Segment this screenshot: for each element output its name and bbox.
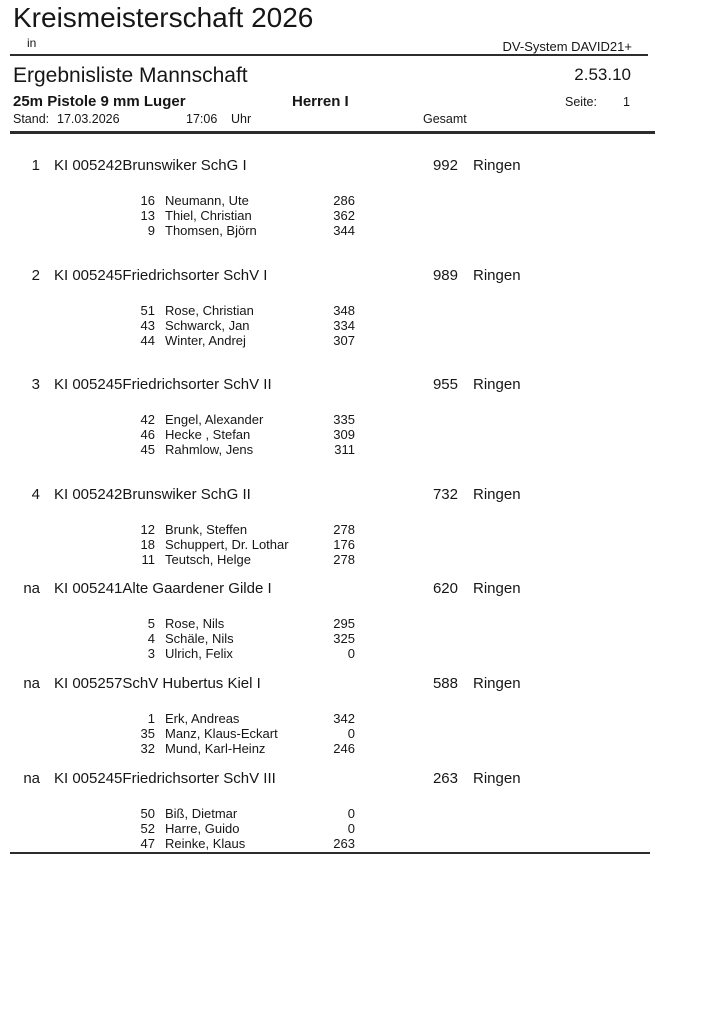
page-number-value: 1 [623,95,630,109]
member-row [0,334,724,349]
member-name: Schäle, Nils [165,631,234,646]
member-score: 0 [347,646,355,661]
total-column-label: Gesamt [423,112,467,126]
team-name: SchV Hubertus Kiel I [122,675,261,692]
member-start-number: 3 [147,646,155,661]
member-score: 286 [333,193,355,208]
stand-date: 17.03.2026 [57,112,120,126]
team-club-id: KI 005245 [54,376,123,393]
team-score-unit: Ringen [473,267,521,284]
member-start-number: 43 [140,318,155,333]
member-start-number: 5 [147,616,155,631]
member-row [0,617,724,632]
member-name: Reinke, Klaus [165,836,246,851]
team-score-unit: Ringen [473,675,521,692]
team-total-score: 588 [432,675,458,692]
team-total-score: 992 [432,157,458,174]
team-id-and-name [54,581,272,598]
member-score: 176 [333,537,355,552]
member-start-number: 16 [140,193,155,208]
team-club-id: KI 005245 [54,267,123,284]
member-name: Harre, Guido [165,821,240,836]
team-block [0,487,724,577]
member-row [0,304,724,319]
page-title: Kreismeisterschaft 2026 [13,2,314,33]
team-name: Friedrichsorter SchV III [122,770,276,787]
member-score: 278 [333,522,355,537]
team-club-id: KI 005242 [54,486,123,503]
member-name: Brunk, Steffen [165,522,248,537]
member-score: 278 [333,552,355,567]
member-row [0,413,724,428]
member-score: 362 [333,208,355,223]
header-divider-top [10,54,648,56]
location-prefix: in [27,36,37,50]
member-name: Schwarck, Jan [165,318,250,333]
member-score: 342 [333,711,355,726]
team-rank: 2 [31,267,40,284]
team-score-unit: Ringen [473,157,521,174]
member-start-number: 9 [147,223,155,238]
member-row [0,443,724,458]
member-name: Hecke , Stefan [165,427,251,442]
member-score: 348 [333,303,355,318]
team-rank: na [23,580,40,597]
member-start-number: 51 [140,303,155,318]
team-name: Friedrichsorter SchV II [122,376,272,393]
member-score: 246 [333,741,355,756]
team-total-score: 989 [432,267,458,284]
member-score: 309 [333,427,355,442]
member-row [0,209,724,224]
member-name: Rahmlow, Jens [165,442,254,457]
header-divider-bottom [10,131,655,134]
team-club-id: KI 005257 [54,675,123,692]
member-start-number: 50 [140,806,155,821]
member-score: 263 [333,836,355,851]
member-score: 335 [333,412,355,427]
member-row [0,224,724,239]
member-start-number: 52 [140,821,155,836]
team-name: Friedrichsorter SchV I [122,267,268,284]
team-id-and-name [54,377,272,394]
member-row [0,428,724,443]
team-score-unit: Ringen [473,770,521,787]
team-block [0,581,724,671]
member-row [0,822,724,837]
team-score-unit: Ringen [473,486,521,503]
team-block [0,377,724,467]
team-total-score: 955 [432,376,458,393]
member-start-number: 32 [140,741,155,756]
member-name: Winter, Andrej [165,333,246,348]
dv-system-label: DV-System DAVID21+ [502,39,632,54]
team-block [0,676,724,766]
member-score: 295 [333,616,355,631]
team-block [0,771,724,861]
team-id-and-name [54,158,247,175]
member-start-number: 12 [140,522,155,537]
list-end-divider [10,852,650,854]
team-club-id: KI 005241 [54,580,123,597]
team-id-and-name [54,487,251,504]
member-start-number: 47 [140,836,155,851]
member-score: 0 [347,821,355,836]
member-name: Ulrich, Felix [165,646,233,661]
member-start-number: 44 [140,333,155,348]
member-name: Erk, Andreas [165,711,240,726]
member-name: Schuppert, Dr. Lothar [165,537,289,552]
member-name: Mund, Karl-Heinz [165,741,266,756]
team-block [0,268,724,358]
member-row [0,742,724,757]
team-rank: na [23,675,40,692]
member-score: 344 [333,223,355,238]
member-row [0,553,724,568]
member-start-number: 46 [140,427,155,442]
team-rank: 1 [31,157,40,174]
member-name: Thiel, Christian [165,208,252,223]
team-id-and-name [54,676,261,693]
member-name: Neumann, Ute [165,193,249,208]
team-rank: 4 [31,486,40,503]
member-row [0,523,724,538]
team-total-score: 620 [432,580,458,597]
list-title: Ergebnisliste Mannschaft [13,64,248,87]
member-start-number: 11 [141,552,155,567]
member-start-number: 4 [147,631,155,646]
member-score: 307 [333,333,355,348]
member-name: Teutsch, Helge [165,552,251,567]
member-start-number: 42 [140,412,155,427]
team-block [0,158,724,248]
member-row [0,712,724,727]
member-start-number: 18 [140,537,155,552]
stand-time: 17:06 [186,112,218,126]
team-score-unit: Ringen [473,376,521,393]
team-rank: na [23,770,40,787]
team-total-score: 263 [432,770,458,787]
version-number: 2.53.10 [574,65,631,84]
member-row [0,319,724,334]
member-name: Thomsen, Björn [165,223,257,238]
member-name: Rose, Nils [165,616,225,631]
member-row [0,632,724,647]
member-name: Biß, Dietmar [165,806,238,821]
team-club-id: KI 005245 [54,770,123,787]
stand-label: Stand: [13,112,50,126]
member-name: Manz, Klaus-Eckart [165,726,278,741]
team-rank: 3 [31,376,40,393]
team-club-id: KI 005242 [54,157,123,174]
team-name: Alte Gaardener Gilde I [122,580,272,597]
member-score: 0 [347,806,355,821]
class-label: Herren I [292,93,349,110]
team-name: Brunswiker SchG II [122,486,251,503]
team-total-score: 732 [432,486,458,503]
team-name: Brunswiker SchG I [122,157,247,174]
member-name: Engel, Alexander [165,412,264,427]
member-row [0,727,724,742]
member-row [0,194,724,209]
member-row [0,647,724,662]
member-start-number: 1 [147,711,155,726]
member-start-number: 45 [140,442,155,457]
team-id-and-name [54,268,267,285]
team-score-unit: Ringen [473,580,521,597]
member-start-number: 35 [140,726,155,741]
discipline-label: 25m Pistole 9 mm Luger [13,93,186,110]
page-number-label: Seite: [565,95,597,109]
member-score: 325 [333,631,355,646]
member-start-number: 13 [140,208,155,223]
team-id-and-name [54,771,276,788]
member-score: 311 [334,442,355,457]
member-row [0,538,724,553]
member-row [0,807,724,822]
member-score: 334 [333,318,355,333]
member-row [0,837,724,852]
member-score: 0 [347,726,355,741]
member-name: Rose, Christian [165,303,254,318]
stand-time-unit: Uhr [231,112,252,126]
